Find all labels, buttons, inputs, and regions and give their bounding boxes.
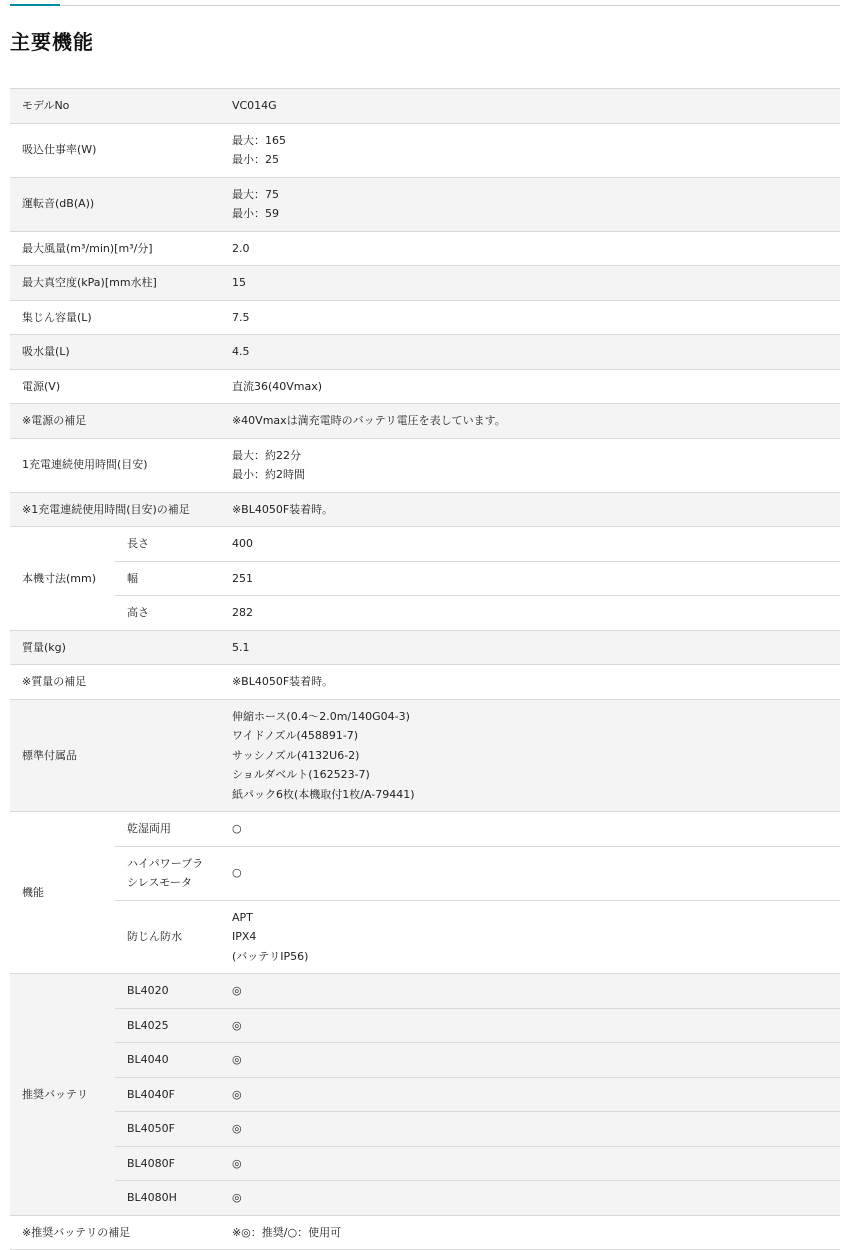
spec-sublabel: 高さ: [115, 596, 220, 631]
spec-value: 251: [220, 561, 840, 596]
spec-sublabel: 防じん防水: [115, 900, 220, 974]
spec-value: VC014G: [220, 89, 840, 124]
spec-row-airflow: [10, 231, 840, 266]
spec-row-model: [10, 89, 840, 124]
spec-value: ◎: [220, 1008, 840, 1043]
spec-group-label-features: 機能: [10, 812, 115, 974]
spec-group-label-dimensions: 本機寸法(mm): [10, 527, 115, 631]
spec-row-accessories: [10, 699, 840, 812]
page-title: 主要機能: [10, 30, 94, 54]
spec-row-battery: [10, 1112, 840, 1147]
spec-row-weight-note: [10, 665, 840, 700]
spec-value: 最大：165 最小：25: [220, 123, 840, 177]
spec-row-dimension-height: [10, 596, 840, 631]
section-tab-indicator: [10, 4, 60, 6]
spec-label: 標準付属品: [10, 699, 220, 812]
spec-table: [10, 88, 840, 1250]
top-divider: [10, 5, 840, 6]
spec-label: モデルNo: [10, 89, 220, 124]
spec-row-runtime: [10, 438, 840, 492]
spec-sublabel: BL4050F: [115, 1112, 220, 1147]
spec-value: 最大：約22分 最小：約2時間: [220, 438, 840, 492]
spec-value: 直流36(40Vmax): [220, 369, 840, 404]
spec-sublabel: 長さ: [115, 527, 220, 562]
spec-row-dimension-length: [10, 527, 840, 562]
spec-sublabel: BL4025: [115, 1008, 220, 1043]
spec-row-battery: [10, 1181, 840, 1216]
spec-label: 吸込仕事率(W): [10, 123, 220, 177]
spec-value: ◎: [220, 1043, 840, 1078]
spec-sublabel: 乾湿両用: [115, 812, 220, 847]
spec-row-battery: [10, 1077, 840, 1112]
spec-label: 集じん容量(L): [10, 300, 220, 335]
spec-value: ◎: [220, 1181, 840, 1216]
spec-label: 質量(kg): [10, 630, 220, 665]
spec-label: 最大真空度(kPa)[mm水柱]: [10, 266, 220, 301]
spec-row-feature-motor: [10, 846, 840, 900]
spec-value: 4.5: [220, 335, 840, 370]
spec-row-runtime-note: [10, 492, 840, 527]
spec-value: APT IPX4 (バッテリIP56): [220, 900, 840, 974]
spec-value: ※BL4050F装着時。: [220, 665, 840, 700]
spec-value: ◎: [220, 1077, 840, 1112]
spec-label: 運転音(dB(A)): [10, 177, 220, 231]
spec-label: 1充電連続使用時間(目安): [10, 438, 220, 492]
spec-value: 15: [220, 266, 840, 301]
spec-label: ※質量の補足: [10, 665, 220, 700]
spec-value: ◎: [220, 1146, 840, 1181]
spec-row-feature-dustproof: [10, 900, 840, 974]
spec-label: 吸水量(L): [10, 335, 220, 370]
spec-row-weight: [10, 630, 840, 665]
spec-value: 400: [220, 527, 840, 562]
spec-value: 5.1: [220, 630, 840, 665]
spec-label: ※推奨バッテリの補足: [10, 1215, 220, 1250]
spec-value: 2.0: [220, 231, 840, 266]
spec-sublabel: 幅: [115, 561, 220, 596]
spec-sublabel: BL4080H: [115, 1181, 220, 1216]
spec-group-label-batteries: 推奨バッテリ: [10, 974, 115, 1216]
spec-label: 電源(V): [10, 369, 220, 404]
spec-row-battery-note: [10, 1215, 840, 1250]
spec-sublabel: BL4040: [115, 1043, 220, 1078]
spec-row-dust-capacity: [10, 300, 840, 335]
spec-row-dimension-width: [10, 561, 840, 596]
spec-value: 最大：75 最小：59: [220, 177, 840, 231]
spec-sublabel: BL4020: [115, 974, 220, 1009]
spec-row-power-note: [10, 404, 840, 439]
spec-row-battery: [10, 974, 840, 1009]
spec-row-battery: [10, 1008, 840, 1043]
spec-row-battery: [10, 1043, 840, 1078]
spec-row-suction-power: [10, 123, 840, 177]
spec-value: 282: [220, 596, 840, 631]
spec-label: ※1充電連続使用時間(目安)の補足: [10, 492, 220, 527]
spec-value: ※◎：推奨/○：使用可: [220, 1215, 840, 1250]
spec-value: 伸縮ホース(0.4〜2.0m/140G04-3) ワイドノズル(458891-7) サッシノズル(4132U6-2) ショルダベルト(162523-7) 紙パック6枚(本機取付1枚/A-79441): [220, 699, 840, 812]
spec-row-feature-wet-dry: [10, 812, 840, 847]
spec-row-vacuum: [10, 266, 840, 301]
spec-value: ○: [220, 812, 840, 847]
spec-row-battery: [10, 1146, 840, 1181]
spec-value: ◎: [220, 974, 840, 1009]
spec-label: 最大風量(m³/min)[m³/分]: [10, 231, 220, 266]
spec-value: ※40Vmaxは満充電時のバッテリ電圧を表しています。: [220, 404, 840, 439]
spec-value: ◎: [220, 1112, 840, 1147]
spec-sublabel: BL4040F: [115, 1077, 220, 1112]
spec-value: 7.5: [220, 300, 840, 335]
spec-label: ※電源の補足: [10, 404, 220, 439]
spec-sublabel: BL4080F: [115, 1146, 220, 1181]
spec-value: ※BL4050F装着時。: [220, 492, 840, 527]
spec-row-power-source: [10, 369, 840, 404]
spec-value: ○: [220, 846, 840, 900]
spec-row-noise: [10, 177, 840, 231]
spec-sublabel: ハイパワーブラシレスモータ: [115, 846, 220, 900]
spec-row-water-capacity: [10, 335, 840, 370]
